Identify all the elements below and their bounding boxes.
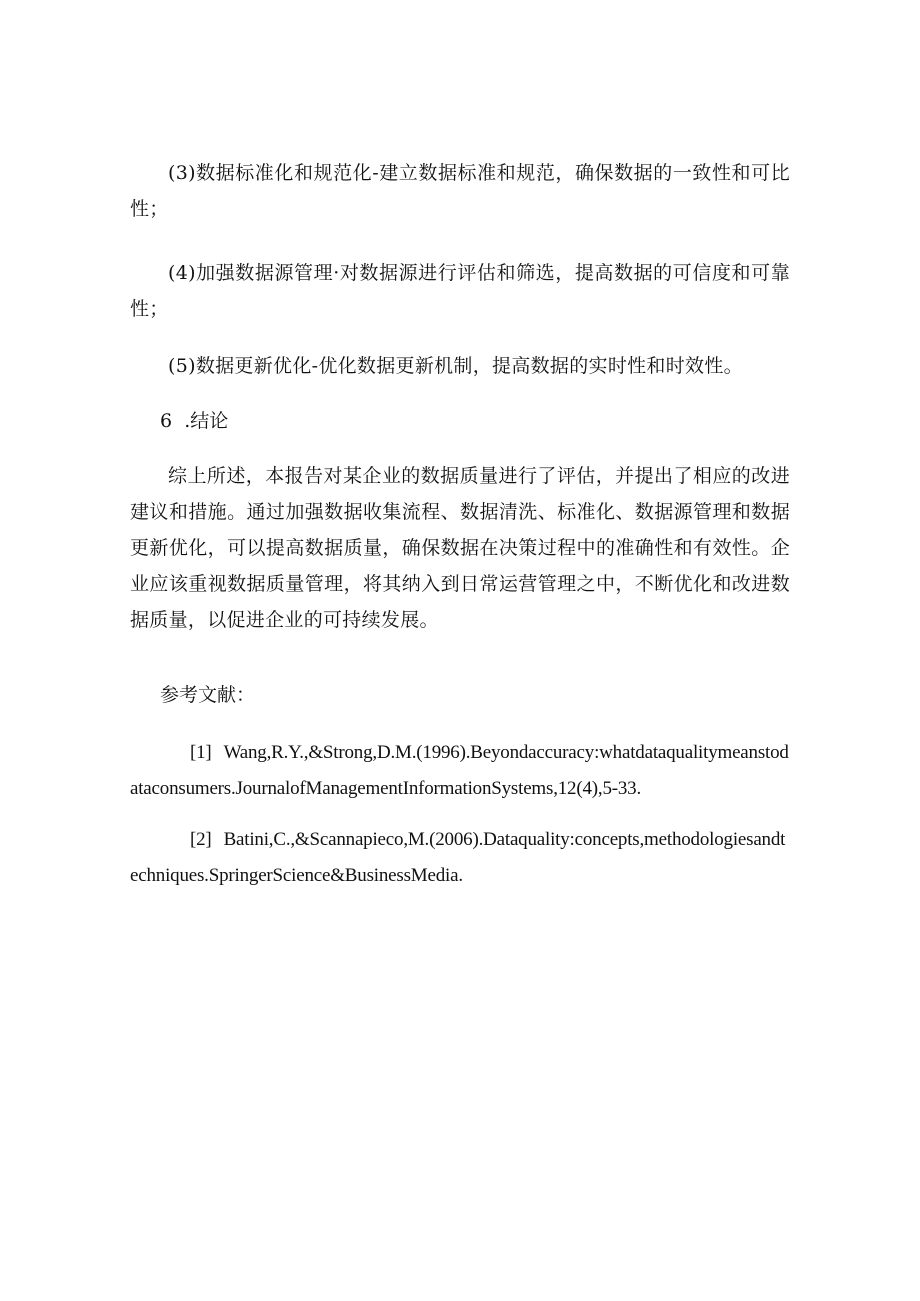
references-heading: 参考文献： [160, 684, 256, 706]
reference-number: [1] [190, 742, 212, 763]
list-item-4: (4)加强数据源管理·对数据源进行评估和筛选，提高数据的可信度和可靠性； [130, 262, 790, 320]
reference-text: Wang,R.Y.,&Strong,D.M.(1996).Beyondaccuracy:whatdataqualitymeanstodataconsumers.JournalofManagementInformationSystems,12(4),5-33. [130, 742, 789, 799]
section-number: 6 [160, 410, 173, 432]
reference-item [130, 735, 790, 807]
list-item-5: (5)数据更新优化-优化数据更新机制，提高数据的实时性和时效性。 [168, 355, 743, 377]
list-item-3: (3)数据标准化和规范化-建立数据标准和规范，确保数据的一致性和可比性； [130, 162, 790, 220]
reference-number: [2] [190, 829, 212, 850]
reference-item [130, 822, 790, 894]
conclusion-paragraph: 综上所述，本报告对某企业的数据质量进行了评估，并提出了相应的改进建议和措施。通过加强数据收集流程、数据清洗、标准化、数据源管理和数据更新优化，可以提高数据质量，确保数据在决策过程中的准确性和有效性。企业应该重视数据质量管理，将其纳入到日常运营管理之中，不断优化和改进数据质量，以促进企业的可持续发展。 [130, 465, 790, 631]
section-title: .结论 [184, 410, 229, 432]
reference-text: Batini,C.,&Scannapieco,M.(2006).Dataquality:concepts,methodologiesandtechniques.SpringerScience&BusinessMedia. [130, 829, 786, 886]
section-heading [160, 403, 228, 439]
